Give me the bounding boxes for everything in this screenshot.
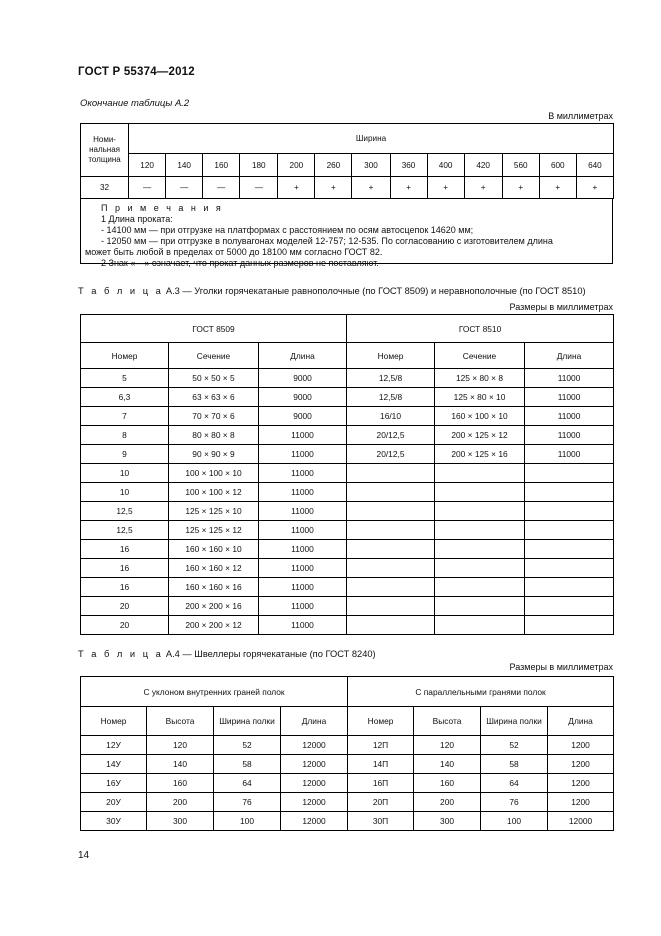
value-cell: +	[278, 177, 315, 199]
table-cell: 1200	[548, 736, 614, 755]
table-cell: 200 × 200 × 16	[169, 597, 259, 616]
table-cell: 125 × 125 × 12	[169, 521, 259, 540]
width-cell: 260	[315, 154, 352, 177]
table-cell: 58	[214, 755, 281, 774]
table-cell: 1200	[548, 774, 614, 793]
table-cell: 160 × 160 × 16	[169, 578, 259, 597]
table-cell: 11000	[259, 521, 347, 540]
table-cell: 100 × 100 × 12	[169, 483, 259, 502]
table-cell: 16П	[348, 774, 414, 793]
table-cell	[347, 597, 435, 616]
table-cell	[525, 578, 614, 597]
table-cell: 6,3	[81, 388, 169, 407]
table-cell: 9000	[259, 369, 347, 388]
value-cell: —	[203, 177, 240, 199]
value-cell: +	[427, 177, 464, 199]
table-cell: 140	[147, 755, 214, 774]
table-cell: 10	[81, 464, 169, 483]
table-row	[81, 426, 614, 445]
table-a4-units: Размеры в миллиметрах	[509, 662, 613, 672]
width-cell: 180	[240, 154, 278, 177]
table-row	[81, 812, 614, 831]
column-header: Высота	[147, 707, 214, 736]
table-cell: 160 × 160 × 10	[169, 540, 259, 559]
table-cell: 11000	[259, 464, 347, 483]
thickness-cell: 32	[81, 177, 129, 199]
table-cell: 30П	[348, 812, 414, 831]
table-cell: 8	[81, 426, 169, 445]
table-cell: 120	[147, 736, 214, 755]
header-line: Номи-	[93, 135, 116, 144]
table-row	[81, 578, 614, 597]
table-cell: 125 × 80 × 10	[435, 388, 525, 407]
value-cell: —	[240, 177, 278, 199]
width-cell: 420	[464, 154, 502, 177]
table-cell: 20	[81, 616, 169, 635]
table-cell	[347, 559, 435, 578]
group-header-parallel: С параллельными гранями полок	[348, 677, 614, 707]
width-cell: 600	[539, 154, 576, 177]
table-cell: 11000	[259, 578, 347, 597]
column-header: Длина	[548, 707, 614, 736]
table-cell	[435, 483, 525, 502]
table-cell	[347, 521, 435, 540]
width-cell: 120	[129, 154, 166, 177]
table-cell	[525, 502, 614, 521]
table-cell: 14У	[81, 755, 147, 774]
caption-text: А.3 — Уголки горячекатаные равнополочные (по ГОСТ 8509) и неравнополочные (по ГОСТ 8510)	[163, 286, 586, 296]
table-cell: 160	[414, 774, 481, 793]
width-header: Ширина	[129, 124, 614, 154]
table-cell: 12У	[81, 736, 147, 755]
note-line: - 14100 мм — при отгрузке на платформах с расстоянием по осям автосцепок 14620 мм;	[101, 224, 474, 235]
thickness-header	[81, 124, 129, 177]
value-cell: +	[464, 177, 502, 199]
table-cell: 11000	[259, 559, 347, 578]
table-row	[81, 755, 614, 774]
table-cell	[347, 502, 435, 521]
table-row	[81, 521, 614, 540]
value-cell: +	[502, 177, 539, 199]
column-header: Ширина полки	[214, 707, 281, 736]
table-cell: 9000	[259, 388, 347, 407]
table-row	[81, 483, 614, 502]
table-cell	[525, 597, 614, 616]
table-cell: 10	[81, 483, 169, 502]
table-row	[81, 369, 614, 388]
table-row	[81, 502, 614, 521]
table-cell: 12000	[281, 812, 348, 831]
table-cell: 11000	[525, 426, 614, 445]
table-cell: 30У	[81, 812, 147, 831]
table-cell: 80 × 80 × 8	[169, 426, 259, 445]
table-cell: 70 × 70 × 6	[169, 407, 259, 426]
table-cell	[435, 597, 525, 616]
table-cell: 12,5	[81, 502, 169, 521]
table-cell: 11000	[259, 616, 347, 635]
table-row	[81, 388, 614, 407]
value-cell: +	[315, 177, 352, 199]
table-cell: 52	[481, 736, 548, 755]
table-cell: 20У	[81, 793, 147, 812]
table-cell: 16	[81, 540, 169, 559]
width-cell: 300	[352, 154, 390, 177]
table-cell	[435, 578, 525, 597]
table-row	[81, 464, 614, 483]
value-cell: +	[390, 177, 427, 199]
table-cell	[435, 559, 525, 578]
table-cell: 11000	[259, 483, 347, 502]
table-cell	[525, 521, 614, 540]
table-cell: 16	[81, 578, 169, 597]
table-cell: 12000	[281, 793, 348, 812]
table-cell: 20	[81, 597, 169, 616]
table-cell: 58	[481, 755, 548, 774]
table-a2-notes	[80, 199, 613, 268]
table-a4-caption	[78, 649, 376, 659]
table-cell: 300	[147, 812, 214, 831]
table-cell: 12,5/8	[347, 388, 435, 407]
table-cell: 12,5	[81, 521, 169, 540]
value-cell: —	[166, 177, 203, 199]
table-cell: 12000	[281, 755, 348, 774]
width-cell: 140	[166, 154, 203, 177]
table-cell: 160	[147, 774, 214, 793]
group-header-gost8510: ГОСТ 8510	[347, 315, 614, 343]
value-cell: +	[576, 177, 613, 199]
table-cell: 100 × 100 × 10	[169, 464, 259, 483]
table-a2	[80, 123, 614, 199]
column-header: Длина	[281, 707, 348, 736]
table-row	[81, 445, 614, 464]
table-cell: 100	[214, 812, 281, 831]
table-row	[81, 540, 614, 559]
table-cell: 11000	[259, 540, 347, 559]
table-cell: 200 × 125 × 16	[435, 445, 525, 464]
table-cell: 120	[414, 736, 481, 755]
table-cell: 14П	[348, 755, 414, 774]
group-header-inclined: С уклоном внутренних граней полок	[81, 677, 348, 707]
table-row	[81, 177, 614, 199]
width-cell: 640	[576, 154, 613, 177]
column-header: Номер	[347, 343, 435, 369]
header-line: нальная	[89, 145, 120, 154]
table-a2-units: В миллиметрах	[548, 111, 613, 121]
value-cell: +	[539, 177, 576, 199]
table-cell: 1200	[548, 755, 614, 774]
table-cell: 200	[414, 793, 481, 812]
table-cell: 125 × 80 × 8	[435, 369, 525, 388]
table-cell: 9	[81, 445, 169, 464]
table-cell: 160 × 160 × 12	[169, 559, 259, 578]
column-header: Сечение	[169, 343, 259, 369]
table-cell: 52	[214, 736, 281, 755]
table-cell	[435, 521, 525, 540]
table-cell: 12000	[281, 736, 348, 755]
table-cell: 20/12,5	[347, 426, 435, 445]
table-cell: 125 × 125 × 10	[169, 502, 259, 521]
table-a2-caption: Окончание таблицы А.2	[80, 98, 190, 109]
table-cell: 16/10	[347, 407, 435, 426]
table-row	[81, 774, 614, 793]
table-cell: 9000	[259, 407, 347, 426]
table-cell: 100	[481, 812, 548, 831]
column-header: Длина	[259, 343, 347, 369]
table-cell	[435, 464, 525, 483]
caption-label: Т а б л и ц а	[78, 286, 164, 296]
table-cell: 12000	[281, 774, 348, 793]
width-cell: 200	[278, 154, 315, 177]
table-cell	[435, 502, 525, 521]
column-header: Номер	[81, 707, 147, 736]
value-cell: +	[352, 177, 390, 199]
width-cell: 160	[203, 154, 240, 177]
table-cell	[435, 540, 525, 559]
table-cell: 76	[481, 793, 548, 812]
table-a4	[80, 676, 614, 831]
table-cell: 11000	[525, 369, 614, 388]
table-cell	[435, 616, 525, 635]
table-cell: 16У	[81, 774, 147, 793]
table-cell	[525, 464, 614, 483]
table-cell: 140	[414, 755, 481, 774]
column-header: Ширина полки	[481, 707, 548, 736]
table-cell	[347, 616, 435, 635]
table-cell	[347, 540, 435, 559]
table-cell	[347, 464, 435, 483]
table-cell: 5	[81, 369, 169, 388]
table-row	[81, 616, 614, 635]
column-header: Длина	[525, 343, 614, 369]
table-cell: 12П	[348, 736, 414, 755]
table-cell	[525, 559, 614, 578]
width-cell: 360	[390, 154, 427, 177]
table-cell: 76	[214, 793, 281, 812]
table-cell: 200	[147, 793, 214, 812]
group-header-gost8509: ГОСТ 8509	[81, 315, 347, 343]
table-cell: 11000	[525, 388, 614, 407]
notes-title: П р и м е ч а н и я	[101, 203, 224, 213]
width-cell: 400	[427, 154, 464, 177]
table-row	[81, 597, 614, 616]
table-cell: 300	[414, 812, 481, 831]
table-cell	[347, 578, 435, 597]
table-cell: 11000	[525, 445, 614, 464]
table-cell: 11000	[259, 426, 347, 445]
table-cell: 12,5/8	[347, 369, 435, 388]
table-row	[81, 559, 614, 578]
table-row	[81, 793, 614, 812]
table-cell	[347, 483, 435, 502]
table-cell	[525, 616, 614, 635]
table-cell: 200 × 125 × 12	[435, 426, 525, 445]
note-line: 1 Длина проката:	[101, 213, 173, 224]
table-cell: 16	[81, 559, 169, 578]
table-cell: 20/12,5	[347, 445, 435, 464]
table-cell	[525, 483, 614, 502]
column-header: Высота	[414, 707, 481, 736]
table-cell: 11000	[259, 445, 347, 464]
table-cell: 12000	[548, 812, 614, 831]
column-header: Номер	[348, 707, 414, 736]
header-line: толщина	[88, 155, 121, 164]
caption-text: А.4 — Швеллеры горячекатаные (по ГОСТ 8240)	[163, 649, 376, 659]
table-cell: 63 × 63 × 6	[169, 388, 259, 407]
page-number: 14	[78, 850, 90, 861]
table-cell: 7	[81, 407, 169, 426]
table-cell: 200 × 200 × 12	[169, 616, 259, 635]
table-cell: 90 × 90 × 9	[169, 445, 259, 464]
table-a3	[80, 314, 614, 635]
table-a3-units: Размеры в миллиметрах	[509, 302, 613, 312]
value-cell: —	[129, 177, 166, 199]
caption-label: Т а б л и ц а	[78, 649, 164, 659]
note-line: 2 Знак «—» означает, что прокат данных размеров не поставляют.	[101, 257, 379, 268]
column-header: Номер	[81, 343, 169, 369]
table-row	[81, 736, 614, 755]
table-row	[81, 407, 614, 426]
table-cell: 64	[481, 774, 548, 793]
note-line: - 12050 мм — при отгрузке в полувагонах моделей 12-757; 12-535. По согласованию с изготовителем длина	[101, 235, 553, 246]
table-cell	[525, 540, 614, 559]
note-line: может быть любой в пределах от 5000 до 18100 мм согласно ГОСТ 82.	[85, 246, 383, 257]
width-cell: 560	[502, 154, 539, 177]
table-cell: 1200	[548, 793, 614, 812]
table-cell: 11000	[259, 502, 347, 521]
table-a3-caption	[78, 286, 586, 296]
document-header: ГОСТ Р 55374—2012	[78, 66, 195, 78]
table-cell: 64	[214, 774, 281, 793]
column-header: Сечение	[435, 343, 525, 369]
table-cell: 20П	[348, 793, 414, 812]
table-cell: 11000	[525, 407, 614, 426]
table-cell: 11000	[259, 597, 347, 616]
table-cell: 160 × 100 × 10	[435, 407, 525, 426]
table-cell: 50 × 50 × 5	[169, 369, 259, 388]
